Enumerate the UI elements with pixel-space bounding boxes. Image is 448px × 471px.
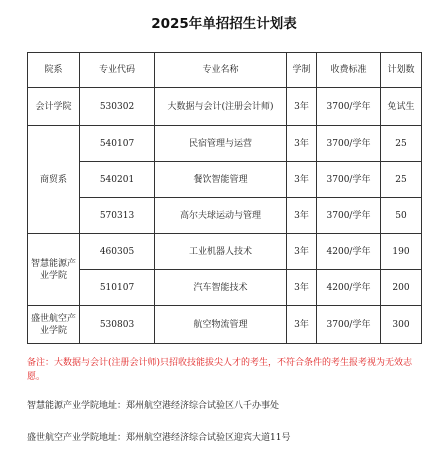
- major-name-cell: 汽车智能技术: [155, 270, 287, 306]
- plan-cell: 300: [381, 306, 422, 344]
- table-row: [28, 306, 422, 344]
- fee-cell: 4200/学年: [317, 234, 381, 270]
- header-years: 学制: [287, 53, 317, 88]
- major-name-cell: 餐饮智能管理: [155, 162, 287, 198]
- major-name-cell: 民宿管理与运营: [155, 126, 287, 162]
- table-row: [28, 126, 422, 162]
- table-header-row: [28, 53, 422, 88]
- code-cell: 530302: [80, 88, 155, 126]
- header-plan: 计划数: [381, 53, 422, 88]
- fee-cell: 3700/学年: [317, 126, 381, 162]
- major-name-cell: 大数据与会计(注册会计师): [155, 88, 287, 126]
- header-fee: 收费标准: [317, 53, 381, 88]
- years-cell: 3年: [287, 162, 317, 198]
- table-row: [28, 88, 422, 126]
- years-cell: 3年: [287, 306, 317, 344]
- plan-cell: 190: [381, 234, 422, 270]
- plan-cell: 50: [381, 198, 422, 234]
- table-row: [28, 162, 422, 198]
- address-line-aviation-college: 盛世航空产业学院地址：郑州航空港经济综合试验区迎宾大道11号: [27, 433, 291, 443]
- plan-cell: 25: [381, 162, 422, 198]
- fee-cell: 3700/学年: [317, 306, 381, 344]
- years-cell: 3年: [287, 198, 317, 234]
- table-row: [28, 270, 422, 306]
- major-name-cell: 高尔夫球运动与管理: [155, 198, 287, 234]
- years-cell: 3年: [287, 270, 317, 306]
- enrollment-plan-table: [27, 52, 422, 344]
- header-name: 专业名称: [155, 53, 287, 88]
- code-cell: 460305: [80, 234, 155, 270]
- code-cell: 510107: [80, 270, 155, 306]
- code-cell: 540107: [80, 126, 155, 162]
- fee-cell: 3700/学年: [317, 198, 381, 234]
- code-cell: 530803: [80, 306, 155, 344]
- fee-cell: 3700/学年: [317, 88, 381, 126]
- major-name-cell: 航空物流管理: [155, 306, 287, 344]
- plan-cell: 免试生: [381, 88, 422, 126]
- address-line-energy-college: 智慧能源产业学院地址：郑州航空港经济综合试验区八千办事处: [27, 401, 280, 411]
- header-department: 院系: [28, 53, 80, 88]
- years-cell: 3年: [287, 126, 317, 162]
- major-name-cell: 工业机器人技术: [155, 234, 287, 270]
- page-title: 2025年单招招生计划表: [151, 16, 297, 32]
- department-cell: 会计学院: [28, 88, 80, 126]
- remark-note: 备注：大数据与会计(注册会计师)只招收技能拔尖人才的考生，不符合条件的考生报考视为无效志愿。: [27, 358, 413, 382]
- fee-cell: 4200/学年: [317, 270, 381, 306]
- code-cell: 540201: [80, 162, 155, 198]
- header-code: 专业代码: [80, 53, 155, 88]
- code-cell: 570313: [80, 198, 155, 234]
- department-cell: 商贸系: [28, 126, 80, 234]
- table-row: [28, 234, 422, 270]
- fee-cell: 3700/学年: [317, 162, 381, 198]
- department-cell: 智慧能源产业学院: [28, 234, 80, 306]
- years-cell: 3年: [287, 88, 317, 126]
- years-cell: 3年: [287, 234, 317, 270]
- table-row: [28, 198, 422, 234]
- plan-cell: 200: [381, 270, 422, 306]
- department-cell: 盛世航空产业学院: [28, 306, 80, 344]
- plan-cell: 25: [381, 126, 422, 162]
